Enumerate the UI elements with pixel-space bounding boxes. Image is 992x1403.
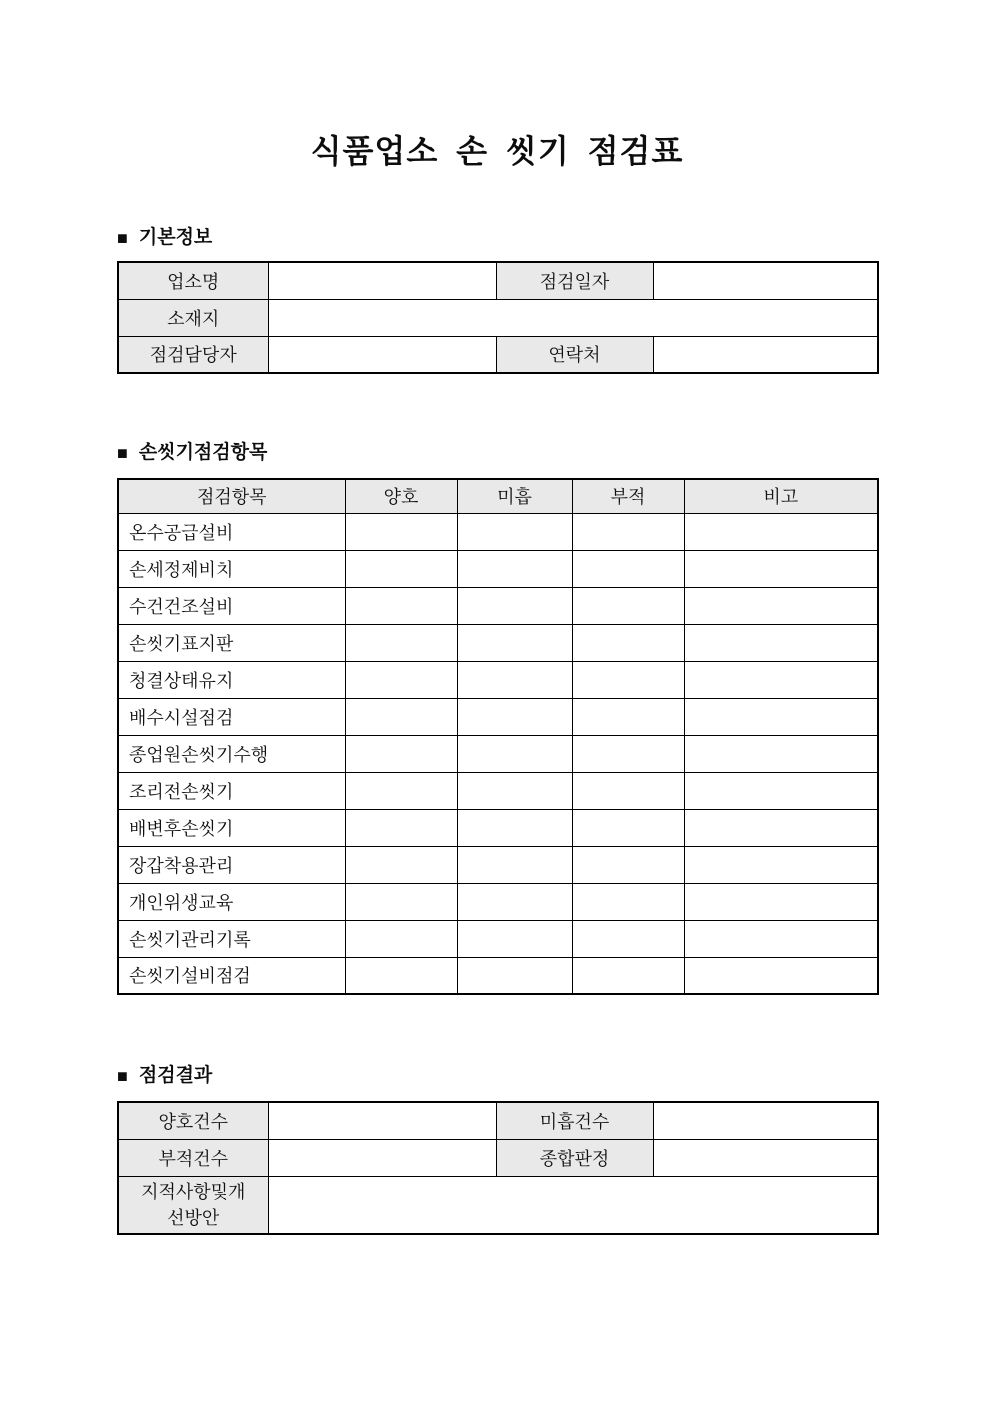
section-heading-checklist-label: 손씻기점검항목 [138, 442, 268, 463]
section-heading-results-label: 점검결과 [138, 1065, 213, 1086]
check-cell-insufficient[interactable] [457, 846, 572, 883]
col-header-inadequate: 부적 [572, 479, 684, 513]
inspector-label: 점검담당자 [118, 336, 268, 373]
overall-judgment-label: 종합판정 [496, 1139, 653, 1176]
checklist-row [118, 883, 878, 920]
checklist-item-label: 손세정제비치 [118, 550, 345, 587]
checklist-item-label: 수건건조설비 [118, 587, 345, 624]
check-cell-good[interactable] [345, 624, 457, 661]
table-row [118, 336, 878, 373]
check-cell-inadequate[interactable] [572, 624, 684, 661]
check-cell-insufficient[interactable] [457, 624, 572, 661]
check-cell-inadequate[interactable] [572, 809, 684, 846]
address-label: 소재지 [118, 299, 268, 336]
check-cell-good[interactable] [345, 957, 457, 994]
check-cell-insufficient[interactable] [457, 809, 572, 846]
table-row [118, 1139, 878, 1176]
checklist-row [118, 587, 878, 624]
check-cell-good[interactable] [345, 698, 457, 735]
check-cell-insufficient[interactable] [457, 587, 572, 624]
inspection-date-label: 점검일자 [496, 262, 653, 299]
check-cell-insufficient[interactable] [457, 550, 572, 587]
section-heading-checklist [117, 441, 877, 465]
check-cell-good[interactable] [345, 809, 457, 846]
check-cell-inadequate[interactable] [572, 957, 684, 994]
good-count-input-cell[interactable] [268, 1102, 496, 1139]
check-cell-insufficient[interactable] [457, 661, 572, 698]
check-cell-inadequate[interactable] [572, 587, 684, 624]
inspector-input-cell[interactable] [268, 336, 496, 373]
checklist-row [118, 920, 878, 957]
note-cell[interactable] [684, 624, 878, 661]
check-cell-good[interactable] [345, 661, 457, 698]
checklist-table [117, 478, 879, 995]
check-cell-insufficient[interactable] [457, 957, 572, 994]
checklist-row [118, 550, 878, 587]
checklist-row [118, 698, 878, 735]
checklist-row [118, 772, 878, 809]
check-cell-insufficient[interactable] [457, 735, 572, 772]
insufficient-count-label: 미흡건수 [496, 1102, 653, 1139]
overall-judgment-input-cell[interactable] [653, 1139, 878, 1176]
checklist-item-label: 배수시설점검 [118, 698, 345, 735]
check-cell-inadequate[interactable] [572, 846, 684, 883]
check-cell-good[interactable] [345, 550, 457, 587]
note-cell[interactable] [684, 772, 878, 809]
checklist-header-row [118, 479, 878, 513]
check-cell-inadequate[interactable] [572, 735, 684, 772]
inadequate-count-label: 부적건수 [118, 1139, 268, 1176]
contact-input-cell[interactable] [653, 336, 878, 373]
check-cell-insufficient[interactable] [457, 513, 572, 550]
col-header-note: 비고 [684, 479, 878, 513]
note-cell[interactable] [684, 809, 878, 846]
inspection-date-input-cell[interactable] [653, 262, 878, 299]
section-heading-results [117, 1064, 877, 1088]
checklist-item-label: 온수공급설비 [118, 513, 345, 550]
checklist-item-label: 장갑착용관리 [118, 846, 345, 883]
checklist-row [118, 957, 878, 994]
table-row [118, 1102, 878, 1139]
check-cell-inadequate[interactable] [572, 883, 684, 920]
col-header-good: 양호 [345, 479, 457, 513]
table-row [118, 262, 878, 299]
table-row [118, 1176, 878, 1234]
inadequate-count-input-cell[interactable] [268, 1139, 496, 1176]
check-cell-inadequate[interactable] [572, 698, 684, 735]
square-bullet-icon: ■ [117, 1066, 128, 1086]
check-cell-insufficient[interactable] [457, 920, 572, 957]
checklist-row [118, 624, 878, 661]
check-cell-insufficient[interactable] [457, 883, 572, 920]
store-name-label: 업소명 [118, 262, 268, 299]
note-cell[interactable] [684, 550, 878, 587]
note-cell[interactable] [684, 957, 878, 994]
table-row [118, 299, 878, 336]
section-heading-basic-info-label: 기본정보 [138, 227, 213, 248]
check-cell-good[interactable] [345, 772, 457, 809]
col-header-insufficient: 미흡 [457, 479, 572, 513]
checklist-row [118, 661, 878, 698]
check-cell-good[interactable] [345, 920, 457, 957]
note-cell[interactable] [684, 735, 878, 772]
document-title: 식품업소 손 씻기 점검표 [310, 133, 684, 169]
checklist-row [118, 846, 878, 883]
note-cell[interactable] [684, 698, 878, 735]
basic-info-table [117, 261, 879, 374]
remarks-label: 지적사항및개선방안 [118, 1176, 268, 1234]
checklist-item-label: 조리전손씻기 [118, 772, 345, 809]
note-cell[interactable] [684, 846, 878, 883]
note-cell[interactable] [684, 587, 878, 624]
contact-label: 연락처 [496, 336, 653, 373]
checklist-row [118, 809, 878, 846]
checklist-row [118, 513, 878, 550]
remarks-input-cell[interactable] [268, 1176, 878, 1234]
check-cell-inadequate[interactable] [572, 661, 684, 698]
note-cell[interactable] [684, 661, 878, 698]
checklist-item-label: 손씻기설비점검 [118, 957, 345, 994]
note-cell[interactable] [684, 513, 878, 550]
document-page [117, 0, 877, 1235]
square-bullet-icon: ■ [117, 228, 128, 248]
check-cell-inadequate[interactable] [572, 550, 684, 587]
check-cell-inadequate[interactable] [572, 772, 684, 809]
address-input-cell[interactable] [268, 299, 878, 336]
checklist-item-label: 청결상태유지 [118, 661, 345, 698]
good-count-label: 양호건수 [118, 1102, 268, 1139]
checklist-item-label: 손씻기관리기록 [118, 920, 345, 957]
checklist-item-label: 손씻기표지판 [118, 624, 345, 661]
section-heading-basic-info [117, 226, 877, 250]
checklist-row [118, 735, 878, 772]
insufficient-count-input-cell[interactable] [653, 1102, 878, 1139]
check-cell-insufficient[interactable] [457, 772, 572, 809]
results-table [117, 1101, 879, 1235]
check-cell-insufficient[interactable] [457, 698, 572, 735]
checklist-item-label: 종업원손씻기수행 [118, 735, 345, 772]
check-cell-inadequate[interactable] [572, 920, 684, 957]
check-cell-good[interactable] [345, 883, 457, 920]
square-bullet-icon: ■ [117, 443, 128, 463]
store-name-input-cell[interactable] [268, 262, 496, 299]
check-cell-good[interactable] [345, 587, 457, 624]
col-header-item: 점검항목 [118, 479, 345, 513]
check-cell-good[interactable] [345, 513, 457, 550]
checklist-item-label: 개인위생교육 [118, 883, 345, 920]
checklist-item-label: 배변후손씻기 [118, 809, 345, 846]
note-cell[interactable] [684, 883, 878, 920]
check-cell-inadequate[interactable] [572, 513, 684, 550]
check-cell-good[interactable] [345, 735, 457, 772]
note-cell[interactable] [684, 920, 878, 957]
check-cell-good[interactable] [345, 846, 457, 883]
